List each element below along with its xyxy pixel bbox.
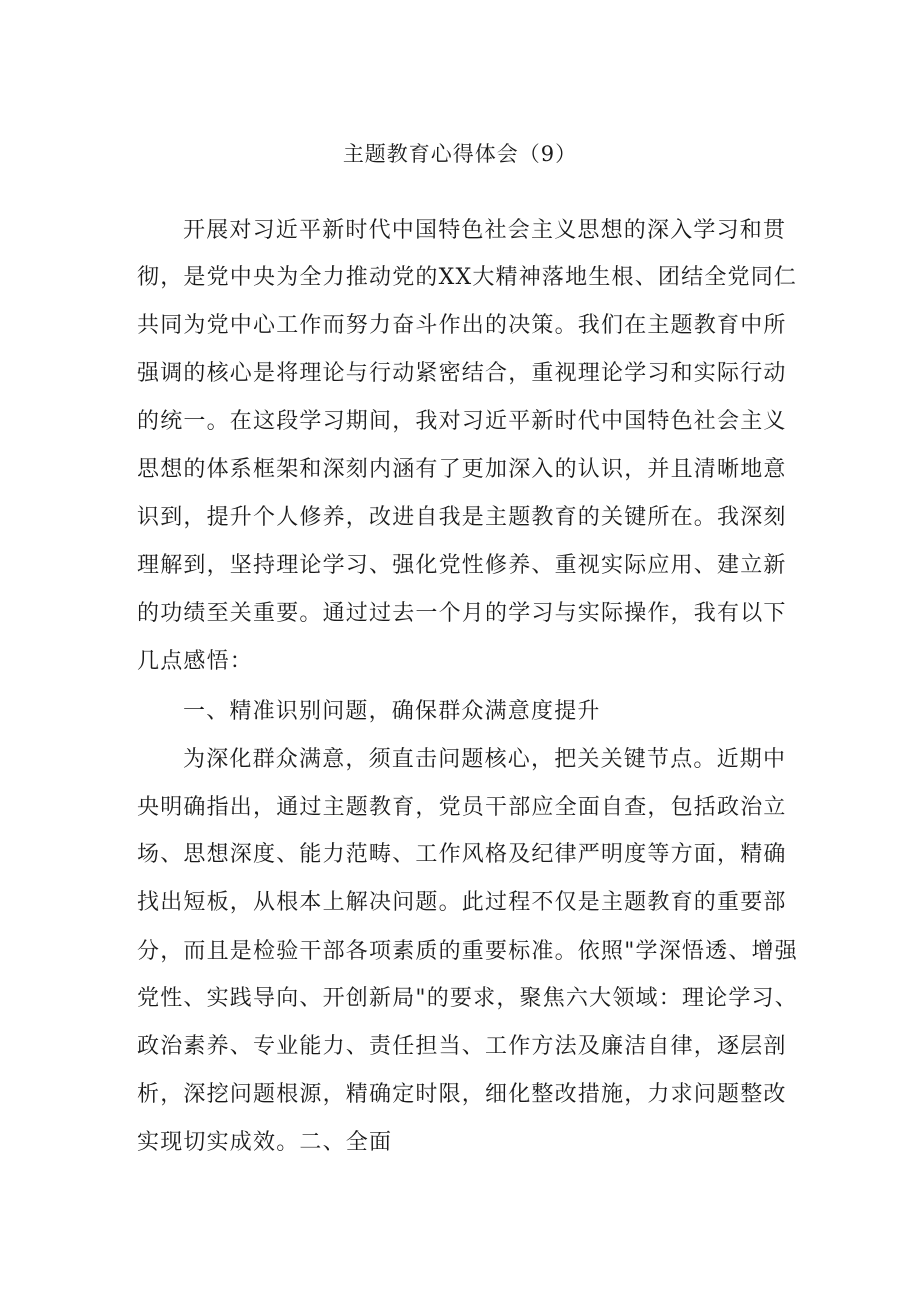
- paragraph-line: 识到，提升个人修养，改进自我是主题教育的关键所在。我深刻: [137, 505, 787, 530]
- paragraph-line: 党性、实践导向、开创新局"的要求，聚焦六大领域：理论学习、: [137, 986, 798, 1011]
- paragraph-line: 的统一。在这段学习期间，我对习近平新时代中国特色社会主义: [137, 409, 787, 434]
- paragraph-line: 的功绩至关重要。通过过去一个月的学习与实际操作，我有以下: [137, 601, 787, 626]
- paragraph-line: 分，而且是检验干部各项素质的重要标准。依照"学深悟透、增强: [137, 939, 798, 964]
- paragraph-line: 央明确指出，通过主题教育，党员干部应全面自查，包括政治立: [137, 795, 787, 820]
- paragraph-line: 共同为党中心工作而努力奋斗作出的决策。我们在主题教育中所: [137, 313, 787, 338]
- paragraph-line: 为深化群众满意，须直击问题核心，把关关键节点。近期中: [183, 747, 787, 772]
- paragraph-line: 彻，是党中央为全力推动党的XX大精神落地生根、团结全党同仁: [137, 265, 798, 290]
- paragraph-line: 政治素养、专业能力、责任担当、工作方法及廉洁自律，逐层剖: [137, 1034, 787, 1059]
- document-title: 主题教育心得体会（9）: [342, 142, 578, 166]
- paragraph-line: 几点感悟：: [137, 649, 254, 674]
- paragraph-line: 场、思想深度、能力范畴、工作风格及纪律严明度等方面，精确: [137, 842, 787, 867]
- section-heading: 一、精准识别问题，确保群众满意度提升: [183, 699, 601, 724]
- paragraph-line: 思想的体系框架和深刻内涵有了更加深入的认识，并且清晰地意: [137, 457, 787, 482]
- paragraph-line: 找出短板，从根本上解决问题。此过程不仅是主题教育的重要部: [137, 890, 787, 915]
- paragraph-line: 析，深挖问题根源，精确定时限，细化整改措施，力求问题整改: [137, 1082, 787, 1107]
- paragraph-line: 强调的核心是将理论与行动紧密结合，重视理论学习和实际行动: [137, 361, 787, 386]
- paragraph-line: 开展对习近平新时代中国特色社会主义思想的深入学习和贯: [183, 218, 787, 243]
- paragraph-line: 理解到，坚持理论学习、强化党性修养、重视实际应用、建立新: [137, 553, 787, 578]
- paragraph-line: 实现切实成效。二、全面: [137, 1130, 393, 1155]
